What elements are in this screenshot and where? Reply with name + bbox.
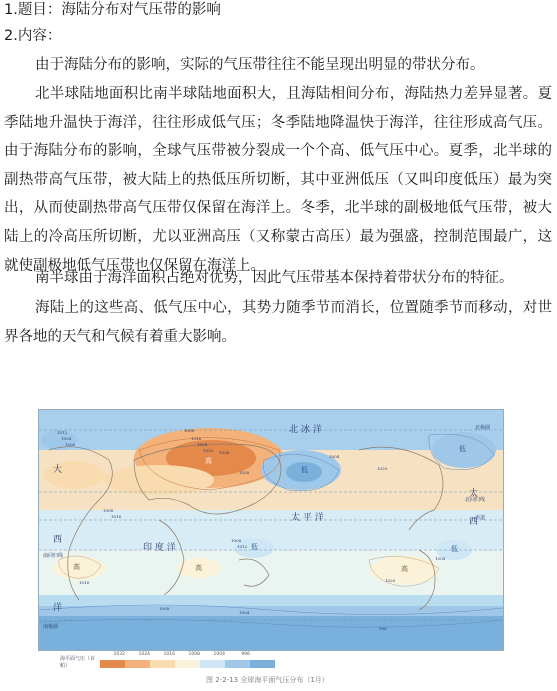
paragraph-3: 南半球由于海洋面积占绝对优势，因此气压带基本保持着带状分布的特征。 xyxy=(35,270,514,286)
isobar-label: 1004 xyxy=(61,436,72,441)
legend-tick: 1016 xyxy=(163,652,175,657)
isobar-label: 1004 xyxy=(239,610,250,615)
isobar-label: 1016 xyxy=(111,514,122,519)
isobar-label: 1020 xyxy=(377,466,388,471)
isobar-label: 1008 xyxy=(103,508,114,513)
legend-tick: 1024 xyxy=(138,652,150,657)
isobar-label: 996 xyxy=(379,626,387,631)
tropic-of-capricorn-label: 南回归线 xyxy=(43,553,64,559)
pacific-ocean-label: 太 平 洋 xyxy=(291,513,324,523)
atlantic-label-top: 大 xyxy=(53,465,63,475)
isobar-label: 1028 xyxy=(239,470,250,475)
south-pacific-high-symbol: 高 xyxy=(401,565,408,573)
isobar-label: 1000 xyxy=(65,442,76,447)
asia-high-symbol: 高 xyxy=(205,457,212,465)
paragraph-2: 北半球陆地面积比南半球陆地面积大，且海陆相间分布，海陆热力差异显著。夏季陆地升温快于海洋，往往形成低气压；冬季陆地降温快于海洋，往往形成高气压。由于海陆分布的影响，全球气压带被分裂成一个个高、低气压中心。夏季，北半球的副热带高气压带，被大陆上的热低压所切断，其中亚洲低压（又叫印度低压）最为突出，从而使副热带高气压带仅保留在海洋上。冬季，北半球的副极地低气压带，被大陆上的冷高压所切断，尤以亚洲高压（又称蒙古高压）最为强盛，控制范围最广，这就使副极地低气压带也仅保留在海洋上。 xyxy=(4,86,552,274)
south-indian-high-symbol: 高 xyxy=(195,564,202,572)
equator-label: 赤道 xyxy=(475,515,486,521)
iceland-low-symbol: 低 xyxy=(459,445,466,453)
legend-swatch xyxy=(100,660,125,668)
south-america-low-symbol: 低 xyxy=(451,545,458,553)
antarctic-circle-label: 南极圈 xyxy=(43,624,59,630)
legend-title: 海平面气压（百帕） xyxy=(60,656,96,669)
paragraph-1: 由于海陆分布的影响，实际的气压带往往不能呈现出明显的带状分布。 xyxy=(35,57,485,73)
isobar-label: 1016 xyxy=(79,580,90,585)
west-right-label: 西 xyxy=(469,517,479,527)
legend-swatch xyxy=(175,660,200,668)
figure-caption: 图 2-2-13 全球海平面气压分布（1月） xyxy=(206,676,329,684)
legend-tick: 1008 xyxy=(188,652,200,657)
isobar-label: 1036 xyxy=(219,450,230,455)
isobar-label: 1008 xyxy=(231,538,242,543)
tropic-of-cancer-label: 北回归线 xyxy=(465,497,486,503)
atlantic-label-mid: 西 xyxy=(53,535,63,545)
isobar-label: 1024 xyxy=(197,442,208,447)
isobar-label: 1008 xyxy=(159,606,170,611)
legend-swatch xyxy=(150,660,175,668)
isobar-label: 1004 xyxy=(435,556,446,561)
content-label: 2.内容： xyxy=(4,28,62,44)
legend-tick: 996 xyxy=(241,652,250,657)
legend-ticks xyxy=(100,652,250,657)
legend-tick: 1032 xyxy=(113,652,125,657)
atlantic-label-bottom: 洋 xyxy=(53,603,63,613)
isobar-label: 1008 xyxy=(184,428,195,433)
title-line: 1.题目：海陆分布对气压带的影响 xyxy=(4,2,221,18)
world-pressure-map xyxy=(38,409,504,651)
australia-low-symbol: 低 xyxy=(251,543,258,551)
isobar-label: 1012 xyxy=(237,544,248,549)
arctic-ocean-label: 北 冰 洋 xyxy=(289,425,322,435)
isobar-label: 1004 xyxy=(329,454,340,459)
aleutian-low-symbol: 低 xyxy=(301,466,308,474)
legend-swatch xyxy=(200,660,225,668)
isobar-label: 1016 xyxy=(191,436,202,441)
legend-swatch xyxy=(250,660,275,668)
legend-swatch xyxy=(125,660,150,668)
pressure-map-figure xyxy=(38,409,508,691)
legend-color-bar xyxy=(100,660,275,668)
indian-ocean-label: 印 度 洋 xyxy=(143,543,176,553)
isobar-label: 1032 xyxy=(203,448,214,453)
pacific-right-label: 太 xyxy=(469,489,479,499)
paragraph-4: 海陆上的这些高、低气压中心，其势力随季节而消长，位置随季节而移动，对世界各地的天气和气候有着重大影响。 xyxy=(4,300,552,345)
isobar-label: 1020 xyxy=(385,578,396,583)
map-graphic xyxy=(39,410,503,650)
legend-tick: 1004 xyxy=(213,652,225,657)
isobar-label: 1012 xyxy=(57,430,68,435)
south-atlantic-high-symbol: 高 xyxy=(73,563,80,571)
arctic-circle-label: 北极圈 xyxy=(475,425,491,431)
legend-swatch xyxy=(225,660,250,668)
